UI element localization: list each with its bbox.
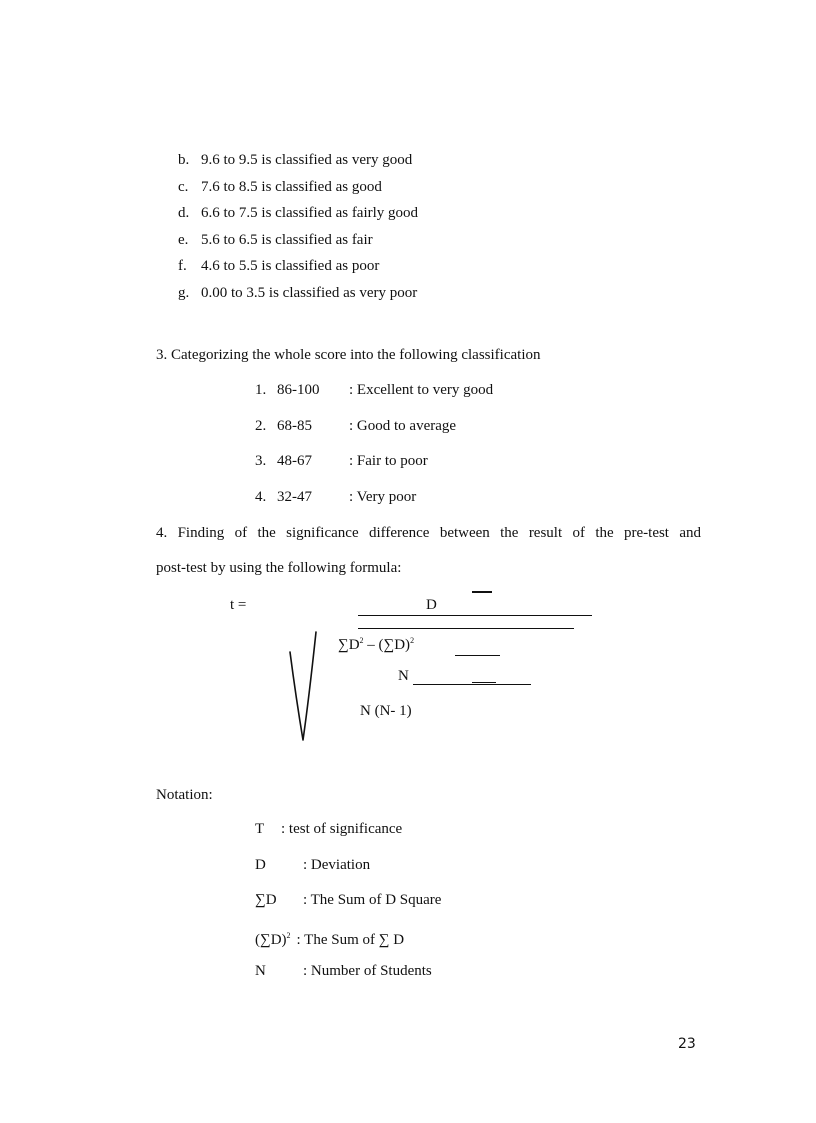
notation-description: : Deviation xyxy=(303,857,371,873)
notation-row xyxy=(255,891,441,909)
formula-n: N xyxy=(398,668,409,684)
notation-symbol: D xyxy=(255,857,266,873)
list-text: 9.6 to 9.5 is classified as very good xyxy=(201,152,413,168)
notation-symbol: (∑D) xyxy=(255,932,287,948)
notation-symbol-superscript: 2 xyxy=(286,931,291,940)
word: difference xyxy=(368,525,430,541)
notation-row xyxy=(255,962,432,980)
classification-number: 3. xyxy=(255,453,267,469)
word: Finding xyxy=(177,525,225,541)
classification-label: : Good to average xyxy=(349,418,457,434)
formula-denominator: N (N- 1) xyxy=(360,703,412,719)
classification-range: 86-100 xyxy=(277,382,320,398)
main-fraction-bar xyxy=(358,615,592,616)
inner-fraction-bar xyxy=(455,655,500,656)
word: result xyxy=(528,525,563,541)
word: the xyxy=(595,525,614,541)
list-text: 4.6 to 5.5 is classified as poor xyxy=(201,258,380,274)
list-letter: c. xyxy=(178,179,189,195)
formula-sum-d-superscript: 2 xyxy=(359,636,364,645)
classification-number: 1. xyxy=(255,382,267,398)
notation-row xyxy=(255,820,402,838)
list-item xyxy=(178,257,379,275)
word: of xyxy=(234,525,248,541)
classification-range: 48-67 xyxy=(277,453,312,469)
word: pre-test xyxy=(624,525,669,541)
word: the xyxy=(257,525,276,541)
step4-paragraph-line1 xyxy=(156,524,701,542)
classification-number: 4. xyxy=(255,489,267,505)
square-root-icon xyxy=(286,628,326,744)
overline-mark xyxy=(472,591,492,593)
list-letter: e. xyxy=(178,232,189,248)
page-number: 23 xyxy=(678,1036,696,1052)
word: 4. xyxy=(156,525,168,541)
step4-paragraph-line2: post-test by using the following formula: xyxy=(156,560,402,576)
classification-range: 32-47 xyxy=(277,489,312,505)
list-item xyxy=(178,204,418,222)
word: between xyxy=(439,525,490,541)
list-item xyxy=(178,178,382,196)
formula-sum-d: ∑D xyxy=(338,637,360,653)
notation-symbol: N xyxy=(255,963,266,979)
step3-heading: 3. Categorizing the whole score into the following classification xyxy=(156,347,541,363)
formula-t-label: t = xyxy=(230,597,247,613)
list-item xyxy=(178,284,417,302)
formula-sum-expression xyxy=(338,632,414,654)
n-fraction-bar xyxy=(413,684,531,685)
list-text: 6.6 to 7.5 is classified as fairly good xyxy=(201,205,419,221)
classification-range: 68-85 xyxy=(277,418,312,434)
notation-symbol: T xyxy=(255,821,265,837)
formula-minus-superscript: 2 xyxy=(410,636,415,645)
notation-description: : Number of Students xyxy=(303,963,432,979)
list-letter: g. xyxy=(178,285,190,301)
notation-description: : The Sum of ∑ D xyxy=(296,932,405,948)
classification-label: : Fair to poor xyxy=(349,453,428,469)
list-text: 0.00 to 3.5 is classified as very poor xyxy=(201,285,418,301)
inner-overline xyxy=(358,628,574,629)
notation-row xyxy=(255,856,370,874)
list-item xyxy=(178,231,373,249)
notation-row xyxy=(255,927,404,949)
list-text: 5.6 to 6.5 is classified as fair xyxy=(201,232,373,248)
notation-heading: Notation: xyxy=(156,787,213,803)
classification-row xyxy=(255,488,416,506)
word: of xyxy=(572,525,585,541)
list-letter: d. xyxy=(178,205,190,221)
word: and xyxy=(679,525,701,541)
notation-description: : The Sum of D Square xyxy=(303,892,442,908)
notation-symbol: ∑D xyxy=(255,892,277,908)
list-text: 7.6 to 8.5 is classified as good xyxy=(201,179,382,195)
classification-row xyxy=(255,417,456,435)
n-overline-mark xyxy=(472,682,496,683)
formula-numerator: D xyxy=(426,597,437,613)
classification-row xyxy=(255,452,428,470)
classification-number: 2. xyxy=(255,418,267,434)
list-item xyxy=(178,151,412,169)
classification-label: : Excellent to very good xyxy=(349,382,494,398)
list-letter: f. xyxy=(178,258,187,274)
list-letter: b. xyxy=(178,152,190,168)
notation-description: : test of significance xyxy=(281,821,403,837)
word: significance xyxy=(286,525,359,541)
formula-minus-part: – (∑D) xyxy=(363,637,411,653)
classification-row xyxy=(255,381,493,399)
classification-label: : Very poor xyxy=(349,489,417,505)
word: the xyxy=(500,525,519,541)
